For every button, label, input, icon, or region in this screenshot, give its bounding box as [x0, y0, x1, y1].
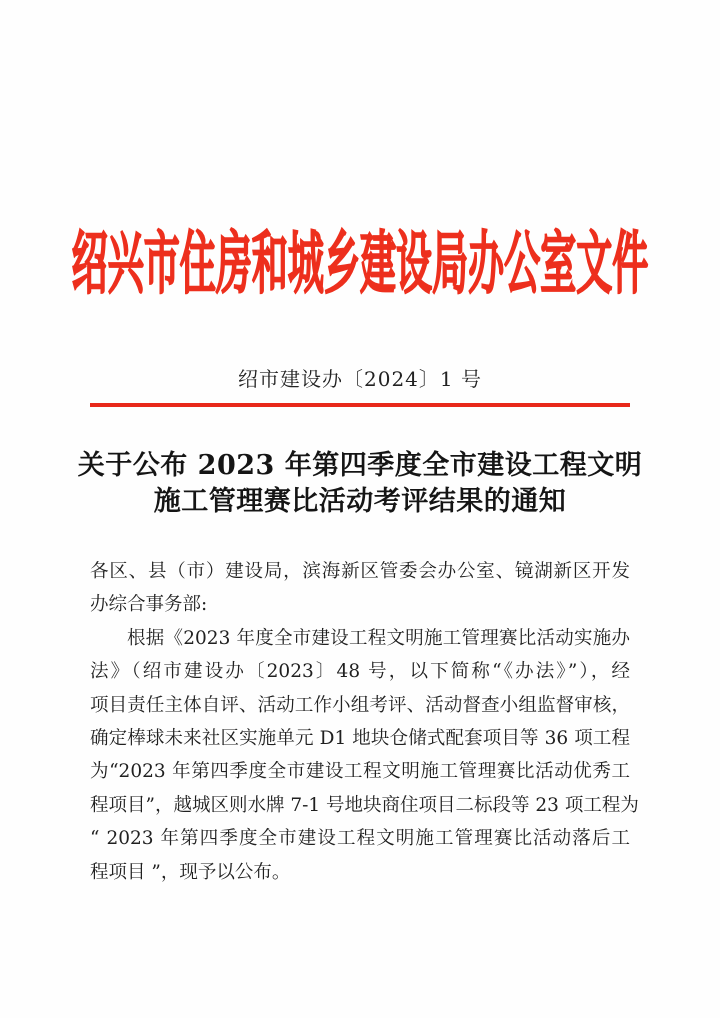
body-line-paragraph-3: 项目责任主体自评、活动工作小组考评、活动督查小组监督审核， [90, 694, 630, 716]
body-line-salutation-1: 各区、县（市）建设局，滨海新区管委会办公室、镜湖新区开发 [90, 561, 630, 582]
body-line-paragraph-2: 法》（绍市建设办〔2023〕48 号，以下简称“《办法》”），经 [90, 661, 630, 683]
body-line-paragraph-7: “ 2023 年第四季度全市建设工程文明施工管理赛比活动落后工 [90, 828, 630, 850]
notice-title-line-2: 施工管理赛比活动考评结果的通知 [153, 486, 567, 517]
body-line-salutation-2: 办综合事务部: [90, 594, 208, 616]
red-divider-line [90, 403, 630, 407]
notice-body [90, 555, 639, 889]
agency-banner [0, 225, 720, 304]
agency-banner-title: 绍兴市住房和城乡建设局办公室文件 [71, 225, 649, 304]
notice-title [0, 448, 720, 520]
notice-title-line-1: 关于公布 2023 年第四季度全市建设工程文明 [77, 450, 643, 481]
document-number: 绍市建设办〔2024〕1 号 [238, 367, 482, 391]
body-line-paragraph-6: 程项目”，越城区则水牌 7-1 号地块商住项目二标段等 23 项工程为 [90, 794, 639, 816]
body-line-paragraph-8: 程项目 ”，现予以公布。 [90, 861, 291, 883]
body-line-paragraph-1: 根据《2023 年度全市建设工程文明施工管理赛比活动实施办 [127, 627, 630, 649]
body-line-paragraph-4: 确定棒球未来社区实施单元 D1 地块仓储式配套项目等 36 项工程 [90, 728, 630, 750]
body-line-paragraph-5: 为“2023 年第四季度全市建设工程文明施工管理赛比活动优秀工 [90, 761, 630, 783]
